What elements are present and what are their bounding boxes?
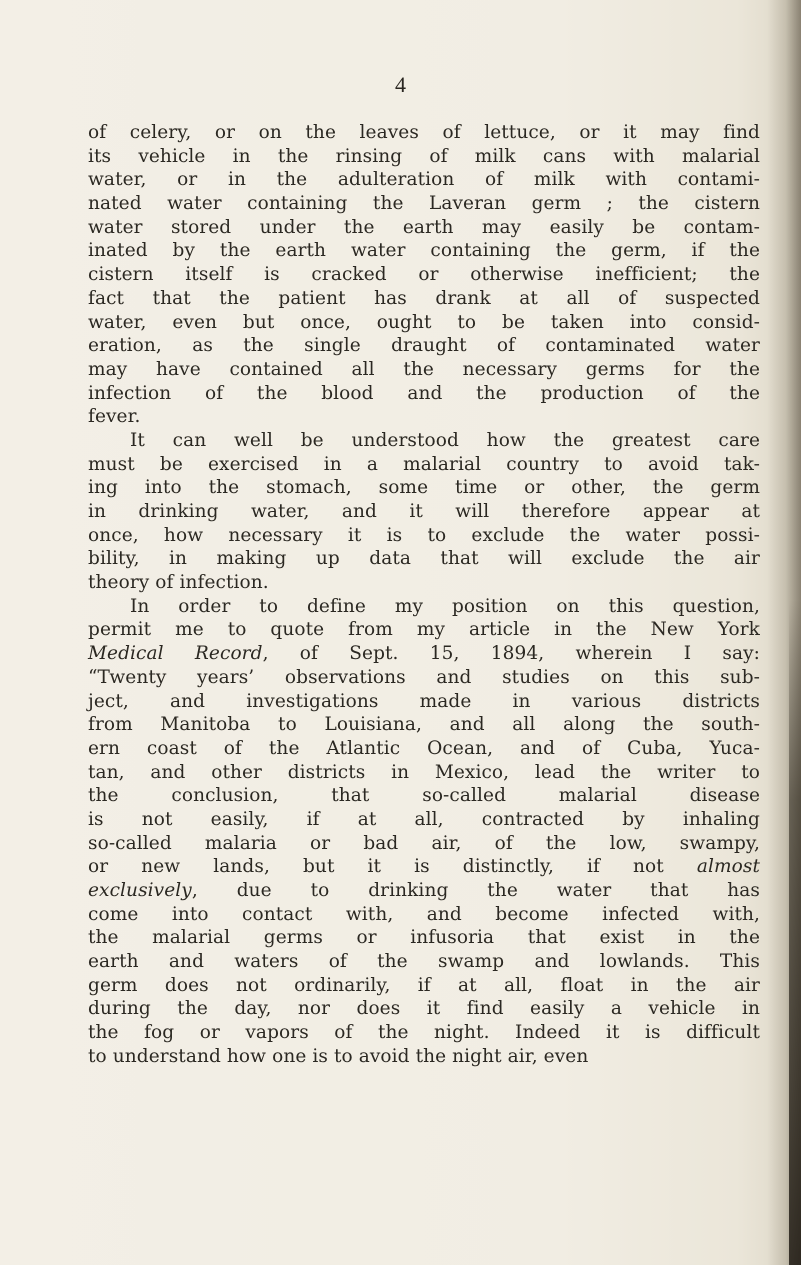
text-line: germ does not ordinarily, if at all, float in the air [88,974,760,996]
text-line: of celery, or on the leaves of lettuce, or it may find [88,122,760,143]
italic-phrase: almost [696,856,760,878]
text-line-with-italic: or new lands, but it is distinctly, if not almost [88,856,760,878]
text-line: It can well be understood how the greatest care [130,429,760,451]
text-line: nated water containing the Laveran germ ; the cistern [88,193,760,215]
italic-phrase: Medical Record [88,643,263,665]
text-line: infection of the blood and the production of the [88,382,760,404]
text-line: the fog or vapors of the night. Indeed it is difficult [88,1022,760,1044]
text-line: once, how necessary it is to exclude the water possi- [88,524,760,546]
text-line: fact that the patient has drank at all of suspected [88,287,760,309]
text-line: during the day, nor does it find easily a vehicle in [88,998,760,1020]
text-line: fever. [88,406,141,428]
text-line-with-italic: exclusively, due to drinking the water that has [88,880,760,901]
text-line: the malarial germs or infusoria that exist in the [88,927,760,949]
text-line: its vehicle in the rinsing of milk cans with malarial [88,145,760,167]
text-line: “Twenty years’ observations and studies on this sub- [88,666,760,688]
text-line: to understand how one is to avoid the night air, even [88,1045,589,1067]
text-line: inated by the earth water containing the germ, if the [88,240,760,262]
text-line: must be exercised in a malarial country to avoid tak- [88,453,760,475]
italic-phrase: exclusively [88,880,192,901]
text-line-with-italic: Medical Record, of Sept. 15, 1894, wherein I say: [88,643,760,665]
page-edge-binding [789,600,801,1265]
text-line: in drinking water, and it will therefore appear at [88,501,760,522]
text-line: tan, and other districts in Mexico, lead the writer to [88,761,760,783]
text-line: may have contained all the necessary germs for the [88,358,760,380]
text-line: ject, and investigations made in various districts [88,690,760,712]
text-line: cistern itself is cracked or otherwise inefficient; the [88,264,760,286]
text-line: In order to define my position on this question, [130,595,760,617]
text-line: earth and waters of the swamp and lowlands. This [88,951,760,973]
text-line: the conclusion, that so-called malarial disease [88,785,760,807]
text-line: ern coast of the Atlantic Ocean, and of Cuba, Yuca- [88,737,760,759]
text-line: is not easily, if at all, contracted by inhaling [88,808,760,830]
text-line: ing into the stomach, some time or other, the germ [88,477,760,499]
text-line: water, even but once, ought to be taken into consid- [88,311,760,333]
text-line: bility, in making up data that will exclude the air [88,548,760,570]
text-line: water stored under the earth may easily be contam- [88,216,760,238]
text-line: from Manitoba to Louisiana, and all along the south- [88,714,760,736]
page-number: 4 [395,72,406,97]
text-line: permit me to quote from my article in the New York [88,619,760,641]
text-line: come into contact with, and become infected with, [88,903,760,925]
text-line: theory of infection. [88,572,269,594]
text-line: water, or in the adulteration of milk with contami- [88,169,760,191]
text-line: so-called malaria or bad air, of the low, swampy, [88,832,760,854]
text-line: eration, as the single draught of contaminated water [88,335,760,357]
body-text [88,121,760,1069]
